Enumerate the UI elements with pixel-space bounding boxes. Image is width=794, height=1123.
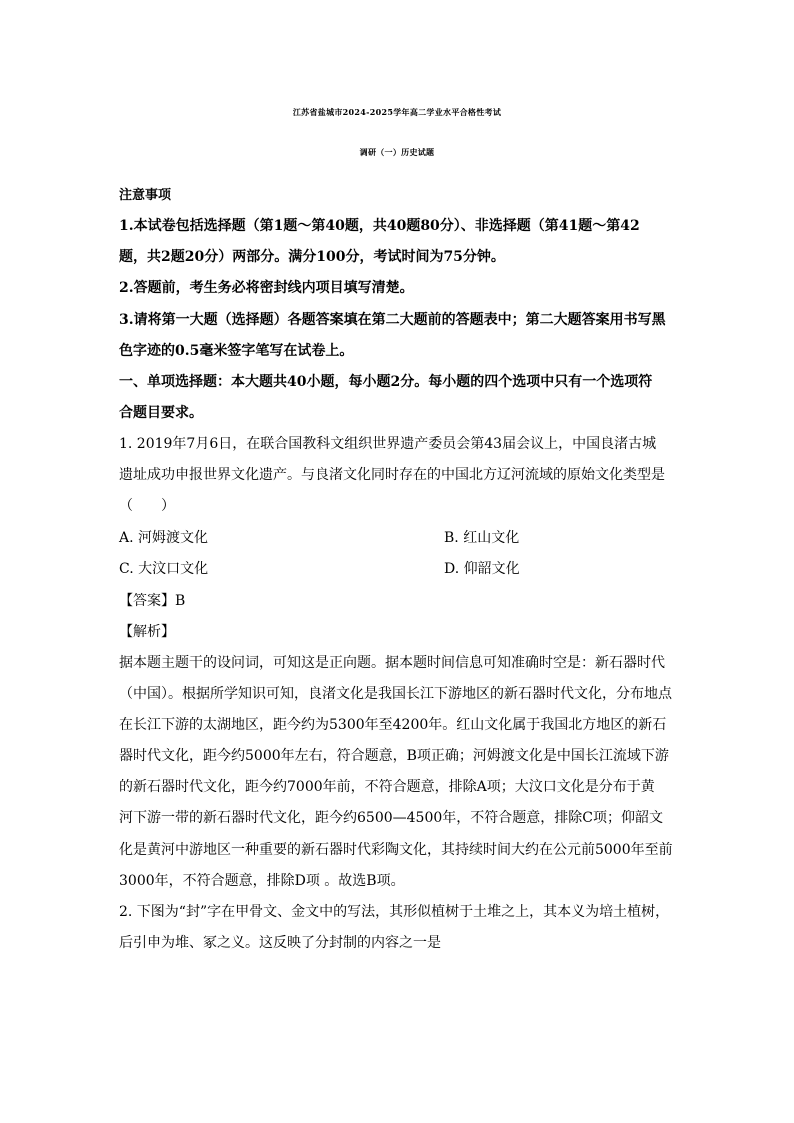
question-2-stem-cont: 后引申为堆、冢之义。这反映了分封制的内容之一是 — [119, 935, 441, 951]
question-1-option-b: B. 红山文化 — [444, 530, 520, 546]
question-1-option-c: C. 大汶口文化 — [119, 561, 209, 577]
notice-heading: 注意事项 — [119, 188, 172, 203]
notice-item-2: 2.答题前，考生务必将密封线内项目填写清楚。 — [119, 280, 414, 296]
notice-item-1-cont: 题，共2题20分）两部分。满分100分，考试时间为75分钟。 — [119, 249, 505, 265]
question-1-answer: 【答案】B — [119, 593, 186, 609]
question-1-stem-cont: 遗址成功申报世界文化遗产。与良渚文化同时存在的中国北方辽河流域的原始文化类型是 — [119, 467, 665, 483]
analysis-line: 在长江下游的太湖地区，距今约为5300年至4200年。红山文化属于我国北方地区的新石 — [119, 717, 667, 733]
page-subtitle: 调研（一）历史试题 — [359, 147, 435, 157]
question-1-analysis-heading: 【解析】 — [119, 624, 175, 640]
notice-item-3-cont: 色字迹的0.5毫米签字笔写在试卷上。 — [119, 343, 354, 359]
question-1-option-a: A. 河姆渡文化 — [119, 530, 209, 546]
analysis-line: 据本题主题干的设问词，可知这是正向题。据本题时间信息可知准确时空是：新石器时代 — [119, 655, 665, 671]
question-2-stem: 2. 下图为“封”字在甲骨文、金文中的写法，其形似植树于土堆之上，其本义为培土植树， — [119, 904, 670, 920]
question-1-stem: 1. 2019年7月6日，在联合国教科文组织世界遗产委员会第43届会议上，中国良渚古城 — [119, 436, 657, 452]
page-title: 江苏省盐城市2024-2025学年高二学业水平合格性考试 — [292, 107, 502, 117]
analysis-line: 器时代文化，距今约5000年左右，符合题意，B项正确；河姆渡文化是中国长江流域下游 — [119, 748, 669, 764]
analysis-line: （中国）。根据所学知识可知，良渚文化是我国长江下游地区的新石器时代文化，分布地点 — [119, 686, 672, 702]
question-1-option-d: D. 仰韶文化 — [444, 561, 520, 577]
analysis-line: 3000年，不符合题意，排除D项 。故选B项。 — [119, 873, 405, 889]
analysis-line: 河下游一带的新石器时代文化，距今约6500—4500年，不符合题意，排除C项；仰韶文 — [119, 810, 663, 826]
notice-item-1: 1.本试卷包括选择题（第1题～第40题，共40题80分）、非选择题（第41题～第42 — [119, 218, 640, 234]
analysis-line: 的新石器时代文化，距今约7000年前，不符合题意，排除A项；大汶口文化是分布于黄 — [119, 779, 655, 795]
notice-item-3: 3.请将第一大题（选择题）各题答案填在第二大题前的答题表中；第二大题答案用书写黑 — [119, 312, 666, 328]
question-1-blank: （ ） — [119, 498, 175, 514]
section-heading: 一、单项选择题：本大题共40小题，每小题2分。每小题的四个选项中只有一个选项符 — [119, 374, 653, 390]
analysis-line: 化是黄河中游地区一种重要的新石器时代彩陶文化，其持续时间大约在公元前5000年至前 — [119, 842, 673, 858]
section-heading-cont: 合题目要求。 — [119, 405, 203, 421]
